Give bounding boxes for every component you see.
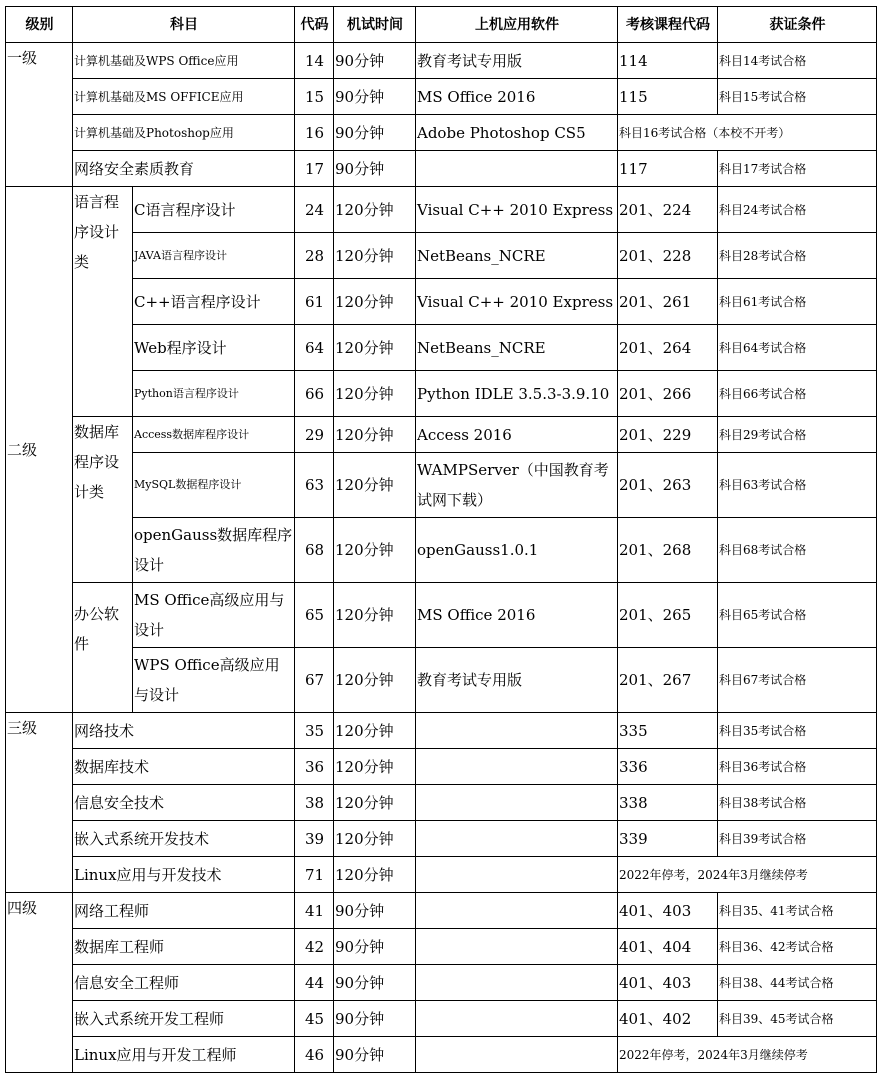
level-cell: 三级 bbox=[6, 713, 73, 893]
table-row bbox=[6, 713, 877, 749]
software-cell: Visual C++ 2010 Express bbox=[416, 187, 618, 233]
subject-cell: 网络工程师 bbox=[73, 893, 295, 929]
duration-cell: 90分钟 bbox=[334, 79, 416, 115]
code-cell: 42 bbox=[295, 929, 334, 965]
code-cell: 45 bbox=[295, 1001, 334, 1037]
software-cell bbox=[416, 151, 618, 187]
code-cell: 17 bbox=[295, 151, 334, 187]
table-row bbox=[6, 929, 877, 965]
code-cell: 28 bbox=[295, 233, 334, 279]
cert-cell: 科目15考试合格 bbox=[718, 79, 877, 115]
course-code-cell: 201、267 bbox=[618, 648, 718, 713]
subject-cell: MySQL数据程序设计 bbox=[133, 453, 295, 518]
cert-cell: 科目64考试合格 bbox=[718, 325, 877, 371]
cert-cell: 科目67考试合格 bbox=[718, 648, 877, 713]
duration-cell: 120分钟 bbox=[334, 749, 416, 785]
subject-cell: 计算机基础及WPS Office应用 bbox=[73, 43, 295, 79]
cert-cell: 科目36、42考试合格 bbox=[718, 929, 877, 965]
group-cell: 语言程序设计类 bbox=[73, 187, 133, 417]
code-cell: 39 bbox=[295, 821, 334, 857]
course-code-cell: 401、403 bbox=[618, 893, 718, 929]
duration-cell: 120分钟 bbox=[334, 233, 416, 279]
table-row bbox=[6, 151, 877, 187]
duration-cell: 90分钟 bbox=[334, 43, 416, 79]
duration-cell: 90分钟 bbox=[334, 1001, 416, 1037]
subject-cell: C++语言程序设计 bbox=[133, 279, 295, 325]
subject-cell: 嵌入式系统开发工程师 bbox=[73, 1001, 295, 1037]
subject-cell: 信息安全技术 bbox=[73, 785, 295, 821]
subject-cell: Access数据库程序设计 bbox=[133, 417, 295, 453]
table-row bbox=[6, 749, 877, 785]
software-cell bbox=[416, 785, 618, 821]
course-code-cell: 201、224 bbox=[618, 187, 718, 233]
software-cell: NetBeans_NCRE bbox=[416, 233, 618, 279]
cert-cell: 科目14考试合格 bbox=[718, 43, 877, 79]
duration-cell: 90分钟 bbox=[334, 929, 416, 965]
course-code-cell: 201、228 bbox=[618, 233, 718, 279]
course-code-cell: 201、264 bbox=[618, 325, 718, 371]
cert-cell: 科目38考试合格 bbox=[718, 785, 877, 821]
software-cell bbox=[416, 893, 618, 929]
software-cell: Adobe Photoshop CS5 bbox=[416, 115, 618, 151]
subject-cell: 数据库技术 bbox=[73, 749, 295, 785]
level-cell: 一级 bbox=[6, 43, 73, 187]
duration-cell: 120分钟 bbox=[334, 821, 416, 857]
cert-cell: 科目38、44考试合格 bbox=[718, 965, 877, 1001]
software-cell: MS Office 2016 bbox=[416, 79, 618, 115]
course-code-cell: 339 bbox=[618, 821, 718, 857]
subject-cell: JAVA语言程序设计 bbox=[133, 233, 295, 279]
course-code-cell: 201、229 bbox=[618, 417, 718, 453]
table-row bbox=[6, 583, 877, 648]
cert-cell: 科目68考试合格 bbox=[718, 518, 877, 583]
table-row bbox=[6, 1037, 877, 1073]
cert-cell: 科目65考试合格 bbox=[718, 583, 877, 648]
software-cell: Access 2016 bbox=[416, 417, 618, 453]
subject-cell: C语言程序设计 bbox=[133, 187, 295, 233]
course-code-cell: 401、404 bbox=[618, 929, 718, 965]
level-cell: 二级 bbox=[6, 187, 73, 713]
cert-cell: 科目61考试合格 bbox=[718, 279, 877, 325]
merged-note-cell: 科目16考试合格（本校不开考） bbox=[618, 115, 877, 151]
duration-cell: 120分钟 bbox=[334, 648, 416, 713]
table-row bbox=[6, 371, 877, 417]
subject-cell: 数据库工程师 bbox=[73, 929, 295, 965]
cert-cell: 科目17考试合格 bbox=[718, 151, 877, 187]
duration-cell: 120分钟 bbox=[334, 325, 416, 371]
table-row bbox=[6, 325, 877, 371]
course-code-cell: 201、268 bbox=[618, 518, 718, 583]
code-cell: 61 bbox=[295, 279, 334, 325]
duration-cell: 120分钟 bbox=[334, 518, 416, 583]
software-cell bbox=[416, 749, 618, 785]
software-cell: Visual C++ 2010 Express bbox=[416, 279, 618, 325]
code-cell: 65 bbox=[295, 583, 334, 648]
subject-cell: 计算机基础及MS OFFICE应用 bbox=[73, 79, 295, 115]
header-software: 上机应用软件 bbox=[416, 7, 618, 43]
cert-cell: 科目35、41考试合格 bbox=[718, 893, 877, 929]
software-cell: 教育考试专用版 bbox=[416, 43, 618, 79]
software-cell bbox=[416, 965, 618, 1001]
table-row bbox=[6, 965, 877, 1001]
software-cell: MS Office 2016 bbox=[416, 583, 618, 648]
software-cell: openGauss1.0.1 bbox=[416, 518, 618, 583]
table-row bbox=[6, 417, 877, 453]
header-code: 代码 bbox=[295, 7, 334, 43]
cert-cell: 科目29考试合格 bbox=[718, 417, 877, 453]
code-cell: 71 bbox=[295, 857, 334, 893]
subject-cell: 计算机基础及Photoshop应用 bbox=[73, 115, 295, 151]
merged-note-cell: 2022年停考，2024年3月继续停考 bbox=[618, 857, 877, 893]
table-row bbox=[6, 187, 877, 233]
table-row bbox=[6, 648, 877, 713]
header-duration: 机试时间 bbox=[334, 7, 416, 43]
course-code-cell: 114 bbox=[618, 43, 718, 79]
table-row bbox=[6, 857, 877, 893]
subject-cell: Python语言程序设计 bbox=[133, 371, 295, 417]
exam-subjects-table bbox=[5, 6, 877, 1073]
course-code-cell: 201、261 bbox=[618, 279, 718, 325]
code-cell: 15 bbox=[295, 79, 334, 115]
software-cell bbox=[416, 1037, 618, 1073]
table-row bbox=[6, 518, 877, 583]
table-header-row bbox=[6, 7, 877, 43]
header-subject: 科目 bbox=[73, 7, 295, 43]
subject-cell: Linux应用与开发技术 bbox=[73, 857, 295, 893]
subject-cell: 嵌入式系统开发技术 bbox=[73, 821, 295, 857]
duration-cell: 120分钟 bbox=[334, 417, 416, 453]
software-cell: WAMPServer（中国教育考试网下载） bbox=[416, 453, 618, 518]
code-cell: 67 bbox=[295, 648, 334, 713]
cert-cell: 科目28考试合格 bbox=[718, 233, 877, 279]
code-cell: 38 bbox=[295, 785, 334, 821]
group-cell: 办公软件 bbox=[73, 583, 133, 713]
code-cell: 35 bbox=[295, 713, 334, 749]
code-cell: 29 bbox=[295, 417, 334, 453]
software-cell: NetBeans_NCRE bbox=[416, 325, 618, 371]
subject-cell: 网络技术 bbox=[73, 713, 295, 749]
course-code-cell: 201、263 bbox=[618, 453, 718, 518]
group-cell: 数据库程序设计类 bbox=[73, 417, 133, 583]
duration-cell: 120分钟 bbox=[334, 371, 416, 417]
course-code-cell: 117 bbox=[618, 151, 718, 187]
table-row bbox=[6, 1001, 877, 1037]
code-cell: 44 bbox=[295, 965, 334, 1001]
subject-cell: Web程序设计 bbox=[133, 325, 295, 371]
header-cert: 获证条件 bbox=[718, 7, 877, 43]
duration-cell: 120分钟 bbox=[334, 583, 416, 648]
table-row bbox=[6, 279, 877, 325]
table-row bbox=[6, 43, 877, 79]
code-cell: 24 bbox=[295, 187, 334, 233]
subject-cell: 信息安全工程师 bbox=[73, 965, 295, 1001]
code-cell: 41 bbox=[295, 893, 334, 929]
course-code-cell: 336 bbox=[618, 749, 718, 785]
software-cell: Python IDLE 3.5.3-3.9.10 bbox=[416, 371, 618, 417]
cert-cell: 科目24考试合格 bbox=[718, 187, 877, 233]
table-row bbox=[6, 893, 877, 929]
software-cell bbox=[416, 713, 618, 749]
course-code-cell: 401、402 bbox=[618, 1001, 718, 1037]
duration-cell: 120分钟 bbox=[334, 785, 416, 821]
duration-cell: 90分钟 bbox=[334, 1037, 416, 1073]
subject-cell: Linux应用与开发工程师 bbox=[73, 1037, 295, 1073]
code-cell: 16 bbox=[295, 115, 334, 151]
duration-cell: 120分钟 bbox=[334, 713, 416, 749]
cert-cell: 科目66考试合格 bbox=[718, 371, 877, 417]
course-code-cell: 201、266 bbox=[618, 371, 718, 417]
header-course-code: 考核课程代码 bbox=[618, 7, 718, 43]
code-cell: 68 bbox=[295, 518, 334, 583]
subject-cell: 网络安全素质教育 bbox=[73, 151, 295, 187]
cert-cell: 科目63考试合格 bbox=[718, 453, 877, 518]
table-row bbox=[6, 79, 877, 115]
subject-cell: MS Office高级应用与设计 bbox=[133, 583, 295, 648]
course-code-cell: 335 bbox=[618, 713, 718, 749]
code-cell: 66 bbox=[295, 371, 334, 417]
table-row bbox=[6, 821, 877, 857]
duration-cell: 120分钟 bbox=[334, 187, 416, 233]
subject-cell: openGauss数据库程序设计 bbox=[133, 518, 295, 583]
table-row bbox=[6, 453, 877, 518]
duration-cell: 90分钟 bbox=[334, 893, 416, 929]
merged-note-cell: 2022年停考，2024年3月继续停考 bbox=[618, 1037, 877, 1073]
duration-cell: 120分钟 bbox=[334, 279, 416, 325]
course-code-cell: 201、265 bbox=[618, 583, 718, 648]
course-code-cell: 338 bbox=[618, 785, 718, 821]
duration-cell: 90分钟 bbox=[334, 965, 416, 1001]
software-cell bbox=[416, 929, 618, 965]
course-code-cell: 115 bbox=[618, 79, 718, 115]
software-cell bbox=[416, 821, 618, 857]
duration-cell: 90分钟 bbox=[334, 115, 416, 151]
software-cell bbox=[416, 1001, 618, 1037]
code-cell: 36 bbox=[295, 749, 334, 785]
cert-cell: 科目39、45考试合格 bbox=[718, 1001, 877, 1037]
code-cell: 63 bbox=[295, 453, 334, 518]
level-cell: 四级 bbox=[6, 893, 73, 1073]
software-cell: 教育考试专用版 bbox=[416, 648, 618, 713]
code-cell: 46 bbox=[295, 1037, 334, 1073]
software-cell bbox=[416, 857, 618, 893]
cert-cell: 科目36考试合格 bbox=[718, 749, 877, 785]
table-row bbox=[6, 115, 877, 151]
duration-cell: 90分钟 bbox=[334, 151, 416, 187]
header-level: 级别 bbox=[6, 7, 73, 43]
code-cell: 64 bbox=[295, 325, 334, 371]
cert-cell: 科目35考试合格 bbox=[718, 713, 877, 749]
subject-cell: WPS Office高级应用与设计 bbox=[133, 648, 295, 713]
table-row bbox=[6, 785, 877, 821]
duration-cell: 120分钟 bbox=[334, 453, 416, 518]
table-row bbox=[6, 233, 877, 279]
course-code-cell: 401、403 bbox=[618, 965, 718, 1001]
code-cell: 14 bbox=[295, 43, 334, 79]
cert-cell: 科目39考试合格 bbox=[718, 821, 877, 857]
duration-cell: 120分钟 bbox=[334, 857, 416, 893]
